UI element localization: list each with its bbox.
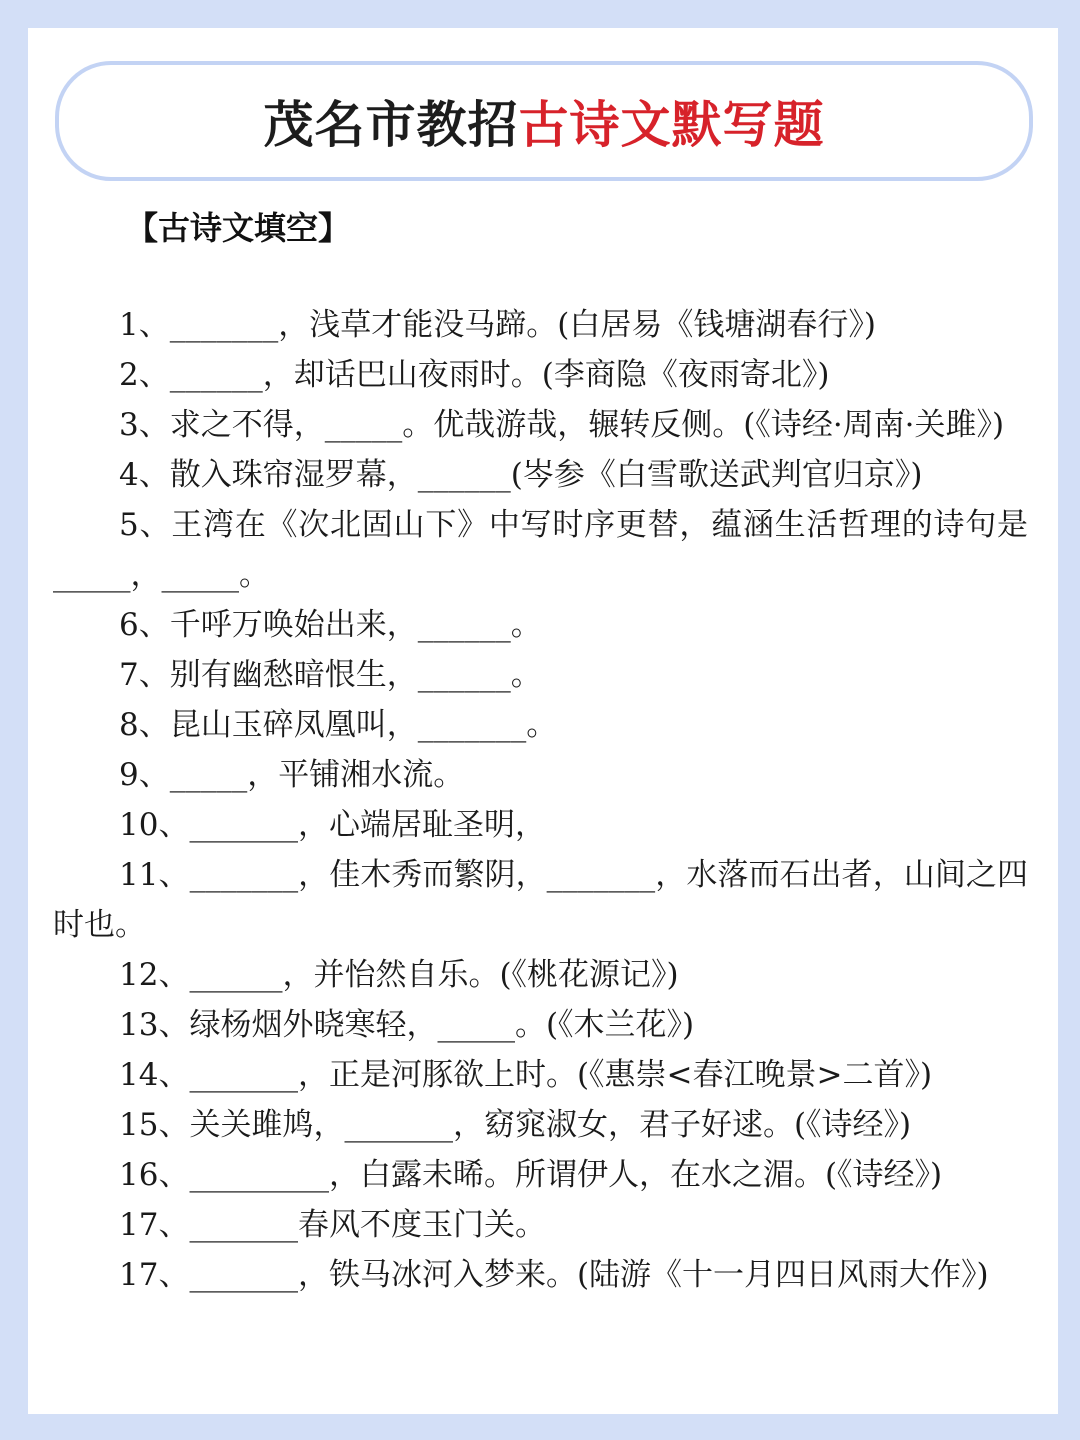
question-item: 6、千呼万唤始出来，______。 <box>119 607 542 643</box>
question-item: 17、_______春风不度玉门关。 <box>119 1207 546 1243</box>
question-item: 16、_________，白露未晞。所谓伊人，在水之湄。(《诗经》) <box>119 1157 943 1193</box>
question-item: 14、_______，正是河豚欲上时。(《惠崇<春江晚景>二首》) <box>119 1057 933 1093</box>
question-item: 9、_____，平铺湘水流。 <box>119 757 465 793</box>
title-part-city: 茂名市教招 <box>263 95 519 154</box>
question-item: 10、_______，心端居耻圣明， <box>119 807 546 843</box>
worksheet-page <box>28 28 1058 1414</box>
question-item: 8、昆山玉碎凤凰叫，_______。 <box>119 707 558 743</box>
title-part-topic: 古诗文默写题 <box>518 95 825 154</box>
title-banner <box>55 61 1033 181</box>
question-item: 13、绿杨烟外晓寒轻，_____。(《木兰花》) <box>119 1007 695 1043</box>
page-title <box>264 85 825 157</box>
question-list <box>53 300 1028 1300</box>
question-item: 5、王湾在《次北固山下》中写时序更替，蕴涵生活哲理的诗句是_____，_____。 <box>53 507 1028 593</box>
question-item: 12、______，并怡然自乐。(《桃花源记》) <box>119 957 679 993</box>
section-heading: 【古诗文填空】 <box>126 209 351 247</box>
question-item: 4、散入珠帘湿罗幕，______(岑参《白雪歌送武判官归京》) <box>119 457 923 493</box>
question-item: 11、_______，佳木秀而繁阴，_______，水落而石出者，山间之四时也。 <box>53 857 1028 943</box>
question-item: 17、_______，铁马冰河入梦来。(陆游《十一月四日风雨大作》) <box>119 1257 989 1293</box>
question-item: 1、_______，浅草才能没马蹄。(白居易《钱塘湖春行》) <box>119 307 876 343</box>
question-item: 2、______，却话巴山夜雨时。(李商隐《夜雨寄北》) <box>119 357 830 393</box>
question-item: 7、别有幽愁暗恨生，______。 <box>119 657 542 693</box>
question-item: 15、关关雎鸠，_______，窈窕淑女，君子好逑。(《诗经》) <box>119 1107 912 1143</box>
question-item: 3、求之不得，_____。优哉游哉，辗转反侧。(《诗经·周南·关雎》) <box>119 407 1005 443</box>
